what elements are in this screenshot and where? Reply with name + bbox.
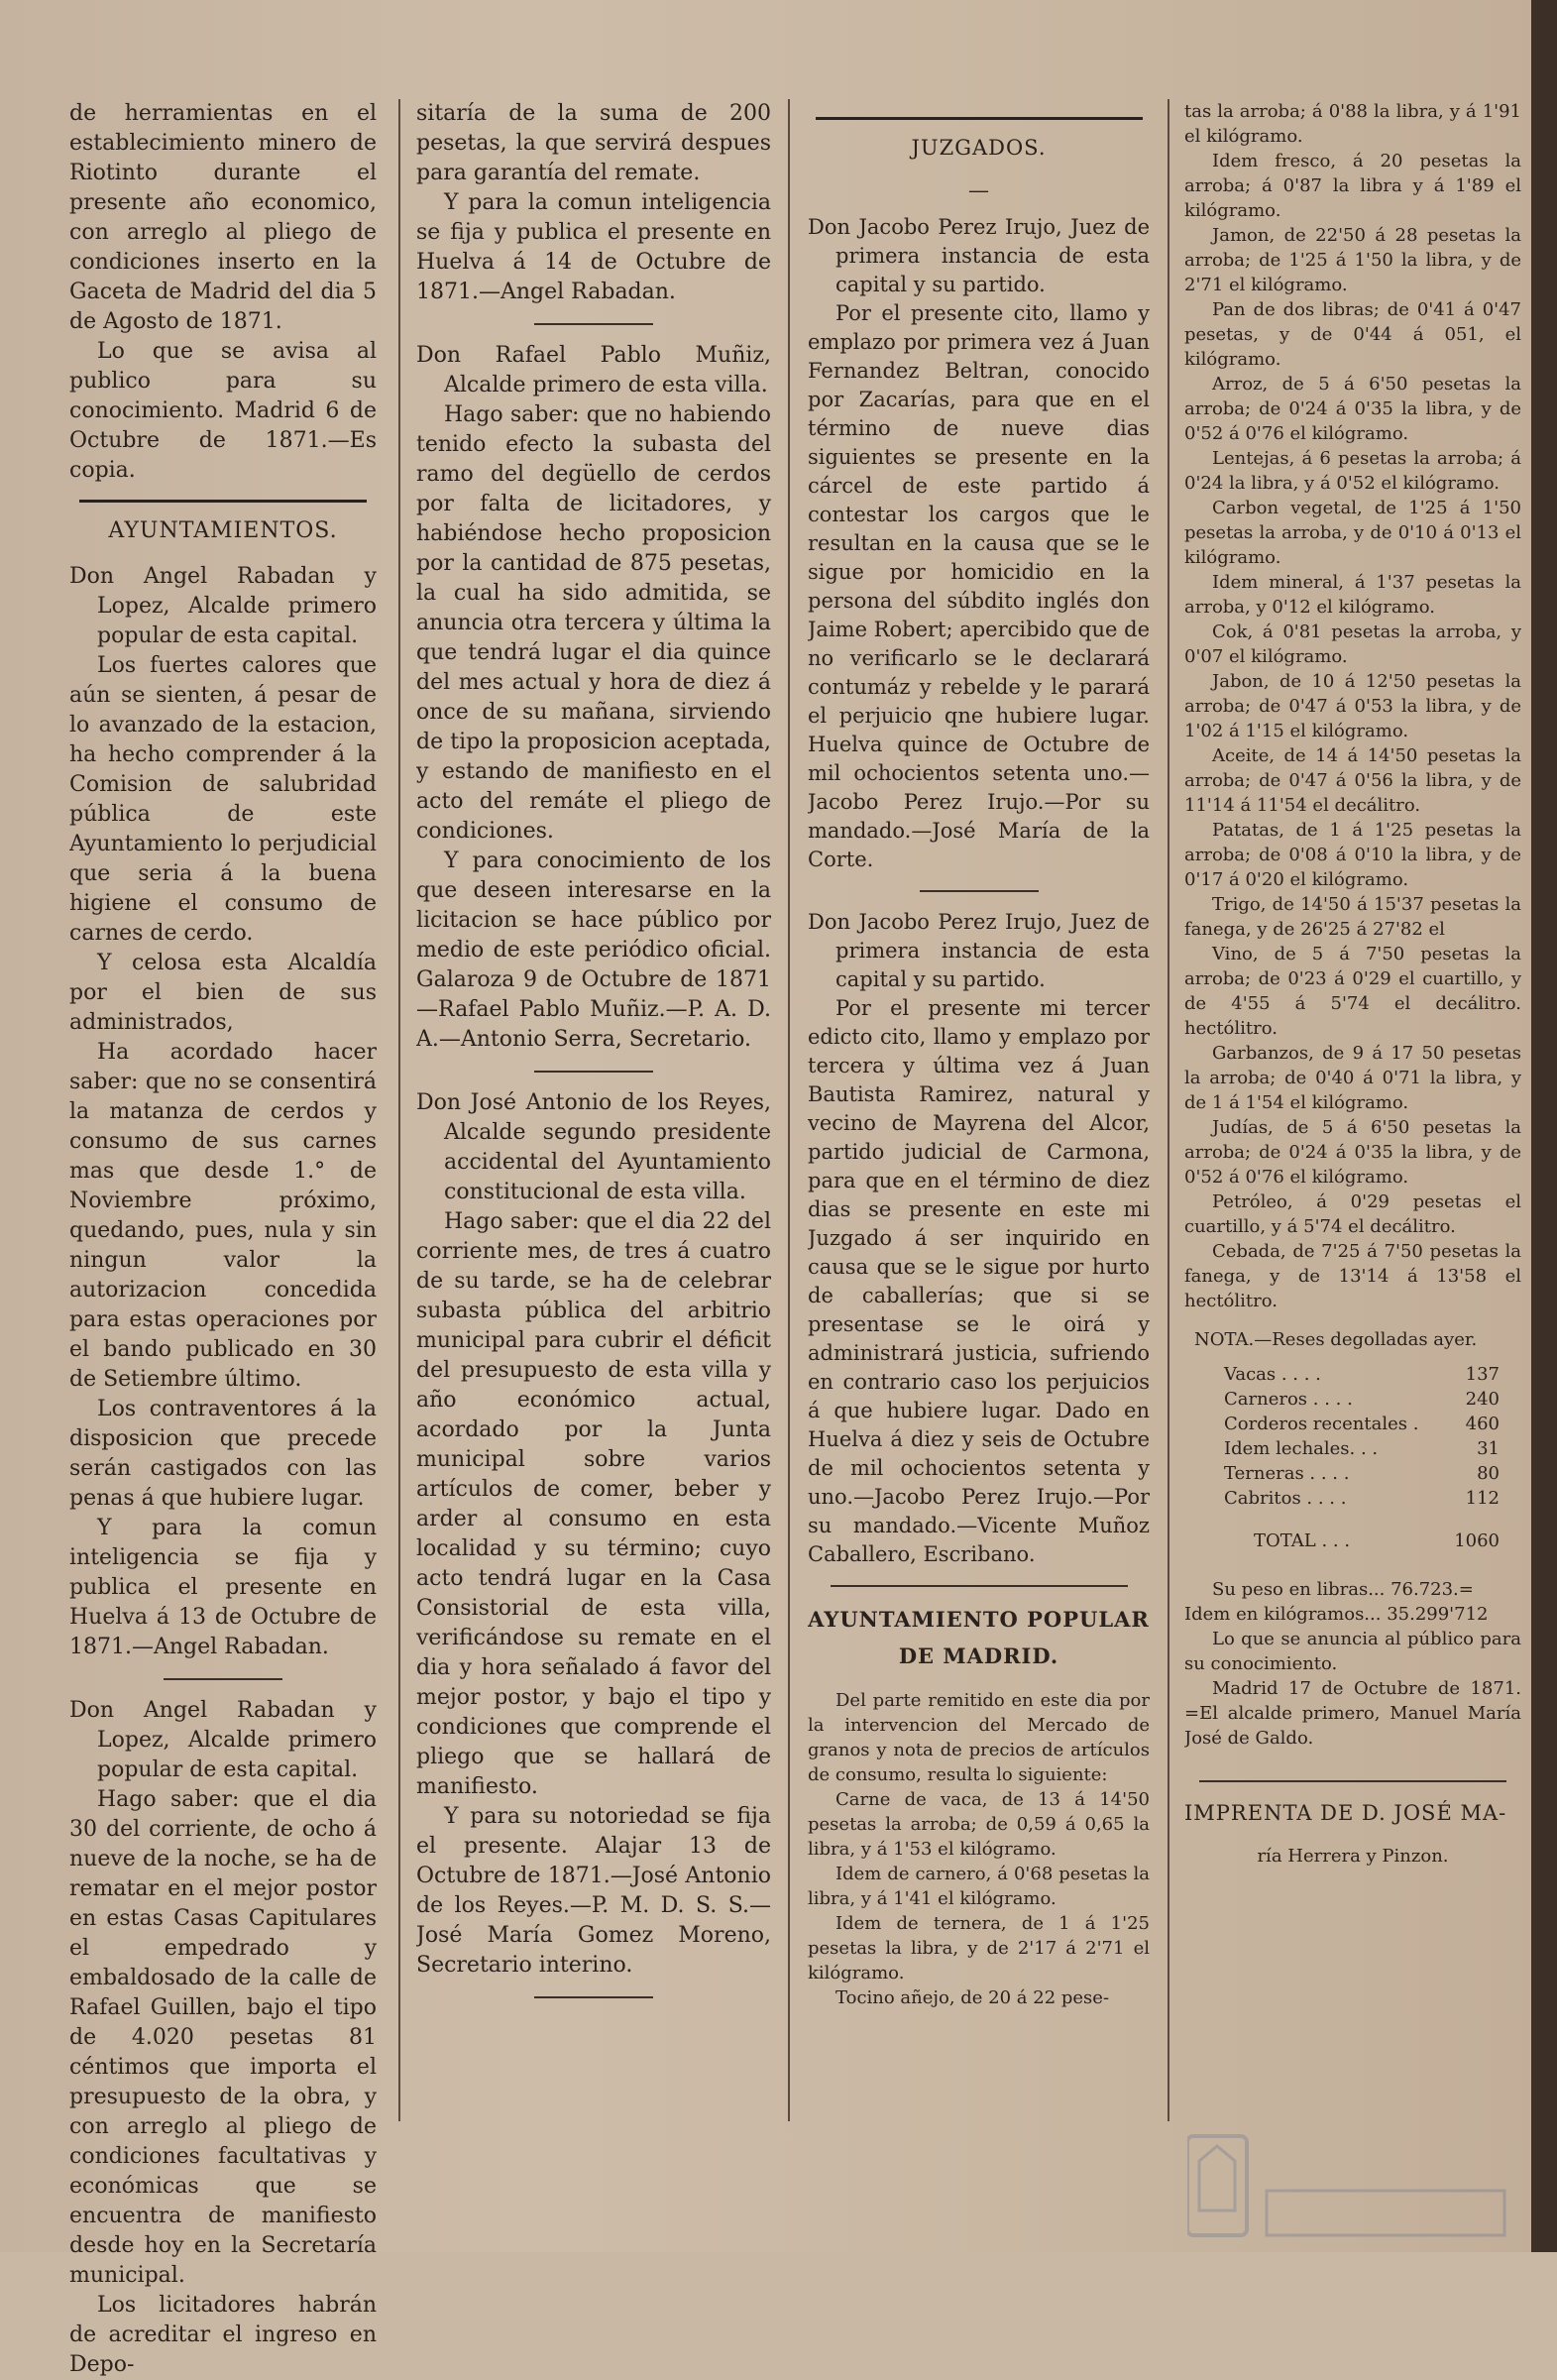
row-label: Carneros . . . . [1224, 1389, 1353, 1410]
edict-title: Don Angel Rabadan y Lopez, Alcalde primero popular de esta capital. [69, 1698, 377, 1782]
column-2 [416, 99, 771, 2014]
edict-title: Don Jacobo Perez Irujo, Juez de primera instancia de esta capital y su partido. [808, 910, 1150, 991]
separator [920, 890, 1039, 892]
paragraph: Por el presente cito, llamo y emplazo por primera vez á Juan Fernandez Beltran, conocido por Zacarías, para que en el término de nueve dias siguientes se presente en la cárcel de este partido á contestar los cargos que le resultan en la causa que se le sigue por homicidio en la persona del súbdito inglés don Jaime Robert; apercibido que de no verificarlo se le declarará contumáz y rebelde y le parará el perjuicio qne hubiere lugar. Huelva quince de Octubre de mil ochocientos setenta uno.—Jacobo Perez Irujo.—Por su mandado.—José María de la Corte. [808, 301, 1150, 871]
section-subheading: DE MADRID. [898, 1643, 1059, 1668]
paragraph: Los licitadores habrán de acreditar el ingreso en Depo- [69, 2293, 377, 2377]
paragraph: Idem en kilógramos... 35.299'712 [1184, 1604, 1489, 1625]
price-item: Carbon vegetal, de 1'25 á 1'50 pesetas la arroba, y de 0'10 á 0'13 el kilógramo. [1184, 498, 1521, 568]
continued-text: sitaría de la suma de 200 pesetas, la que servirá despues para garantía del remate. [416, 101, 771, 185]
column-3 [808, 99, 1150, 2010]
paragraph: Lo que se avisa al publico para su conocimiento. Madrid 6 de Octubre de 1871.—Es copia. [69, 339, 377, 483]
page-edge [1531, 0, 1557, 2252]
paragraph: Hago saber: que el dia 22 del corriente mes, de tres á cuatro de su tarde, se ha de celebrar subasta pública del arbitrio municipal para cubrir el déficit del presupuesto de esta villa y año económico actual, acordado por la Junta municipal sobre varios artículos de comer, beber y arder al consumo en esta localidad y su término; cuyo acto tendrá lugar en la Casa Consistorial de esta villa, verificándose su remate en el dia y hora señalado á favor del mejor postor, y bajo el tipo y condiciones que comprende el pliego que se hallará de manifiesto. [416, 1209, 771, 1799]
price-item: Jabon, de 10 á 12'50 pesetas la arroba; de 0'47 á 0'53 la libra, y de 1'02 á 1'15 el kilógramo. [1184, 671, 1521, 741]
paragraph: Y para conocimiento de los que deseen interesarse en la licitacion se hace público por medio de este periódico oficial. Galaroza 9 de Octubre de 1871 —Rafael Pablo Muñiz.—P. A. D. A.—Antonio Serra, Secretario. [416, 849, 771, 1052]
paragraph: Los fuertes calores que aún se sienten, á pesar de lo avanzado de la estacion, ha hecho comprender á la Comision de salubridad pública de este Ayuntamiento lo perjudicial que seria á la buena higiene el consumo de carnes de cerdo. [69, 653, 377, 946]
column-rule [398, 99, 400, 2121]
table-row [1184, 1486, 1521, 1511]
separator [1199, 1780, 1506, 1782]
section-rule [79, 500, 367, 503]
section-heading: JUZGADOS. [911, 136, 1047, 160]
price-item: Jamon, de 22'50 á 28 pesetas la arroba; de 1'25 á 1'50 la libra, y de 2'71 el kilógramo. [1184, 225, 1521, 295]
row-label: Cabritos . . . . [1224, 1488, 1347, 1509]
row-label: Corderos recentales . [1224, 1414, 1419, 1434]
huelva-watermark-seal [1187, 2131, 1514, 2240]
table-row [1184, 1436, 1521, 1461]
edict-title: Don Angel Rabadan y Lopez, Alcalde primero popular de esta capital. [69, 564, 377, 648]
paragraph: Hago saber: que el dia 30 del corriente, de ocho á nueve de la noche, se ha de rematar en el mejor postor en estas Casas Capitulares el empedrado y embaldosado de la calle de Rafael Guillen, bajo el tipo de 4.020 pesetas 81 céntimos que importa el presupuesto de la obra, y con arreglo al pliego de condiciones facultativas y económicas que se encuentra de manifiesto desde hoy en la Secretaría municipal. [69, 1787, 377, 2288]
price-item: Carne de vaca, de 13 á 14'50 pesetas la arroba; de 0,59 á 0,65 la libra, y á 1'53 el kilógramo. [808, 1789, 1150, 1860]
price-item: Judías, de 5 á 6'50 pesetas la arroba; de 0'24 á 0'35 la libra, y de 0'52 á 0'76 el kilógramo. [1184, 1117, 1521, 1188]
price-item: Cok, á 0'81 pesetas la arroba, y 0'07 el kilógramo. [1184, 622, 1521, 667]
total-value: 1060 [1454, 1530, 1500, 1551]
total-label: TOTAL . . . [1254, 1530, 1351, 1551]
paragraph: Madrid 17 de Octubre de 1871. =El alcalde primero, Manuel María José de Galdo. [1184, 1678, 1521, 1749]
continued-text: de herramientas en el establecimiento minero de Riotinto durante el presente año economico, con arreglo al pliego de condiciones inserto en la Gaceta de Madrid del dia 5 de Agosto de 1871. [69, 101, 377, 334]
imprint: IMPRENTA DE D. JOSÉ MA- [1184, 1801, 1507, 1825]
imprint: ría Herrera y Pinzon. [1257, 1846, 1449, 1867]
edict-title: Don Jacobo Perez Irujo, Juez de primera instancia de esta capital y su partido. [808, 215, 1150, 296]
reses-table [1184, 1362, 1521, 1553]
separator [831, 1585, 1128, 1587]
table-row [1184, 1362, 1521, 1387]
section-heading: AYUNTAMIENTO POPULAR [808, 1607, 1150, 1632]
table-row [1184, 1461, 1521, 1486]
paragraph: Hago saber: que no habiendo tenido efecto la subasta del ramo del degüello de cerdos por falta de licitadores, y habiéndose hecho proposicion por la cantidad de 875 pesetas, la cual ha sido admitida, se anuncia otra tercera y última la que tendrá lugar el dia quince del mes actual y hora de diez á once de su mañana, sirviendo de tipo la proposicion aceptada, y estando de manifiesto en el acto del remáte el pliego de condiciones. [416, 402, 771, 844]
section-heading: AYUNTAMIENTOS. [108, 518, 338, 543]
table-row [1184, 1387, 1521, 1412]
row-label: Terneras . . . . [1224, 1463, 1350, 1484]
price-item: Idem de ternera, de 1 á 1'25 pesetas la libra, y de 2'17 á 2'71 el kilógramo. [808, 1913, 1150, 1983]
paragraph: Ha acordado hacer saber: que no se consentirá la matanza de cerdos y consumo de sus carnes mas que desde 1.° de Noviembre próximo, quedando, pues, nula y sin ningun valor la autorizacion concedida para estas operaciones por el bando publicado en 30 de Setiembre último. [69, 1040, 377, 1392]
paragraph: Su peso en libras... 76.723.= [1212, 1579, 1474, 1600]
separator [534, 1996, 653, 1998]
price-item: Pan de dos libras; de 0'41 á 0'47 pesetas, y de 0'44 á 051, el kilógramo. [1184, 299, 1521, 370]
price-item: Aceite, de 14 á 14'50 pesetas la arroba; de 0'47 á 0'56 la libra, y de 11'14 á 11'54 el decálitro. [1184, 745, 1521, 816]
paragraph: Del parte remitido en este dia por la intervencion del Mercado de granos y nota de precios de artículos de consumo, resulta lo siguiente: [808, 1690, 1150, 1785]
separator [534, 323, 653, 325]
row-value: 137 [1465, 1364, 1500, 1385]
paragraph: Y para la comun inteligencia se fija y publica el presente en Huelva á 14 de Octubre de 1871.—Angel Rabadan. [416, 190, 771, 304]
paragraph: Los contraventores á la disposicion que precede serán castigados con las penas á que hubiere lugar. [69, 1397, 377, 1511]
column-rule [1168, 99, 1169, 2121]
section-rule [816, 117, 1143, 120]
price-item: tas la arroba; á 0'88 la libra, y á 1'91 el kilógramo. [1184, 101, 1521, 147]
price-item: Lentejas, á 6 pesetas la arroba; á 0'24 la libra, y á 0'52 el kilógramo. [1184, 448, 1521, 494]
separator [164, 1678, 282, 1680]
row-value: 460 [1465, 1414, 1500, 1434]
price-item: Cebada, de 7'25 á 7'50 pesetas la fanega, y de 13'14 á 13'58 el hectólitro. [1184, 1241, 1521, 1311]
row-label: Vacas . . . . [1224, 1364, 1321, 1385]
edict-title: Don Rafael Pablo Muñiz, Alcalde primero de esta villa. [416, 343, 771, 397]
paragraph: Y celosa esta Alcaldía por el bien de sus administrados, [69, 951, 377, 1035]
separator [534, 1071, 653, 1073]
edict-title: Don José Antonio de los Reyes, Alcalde segundo presidente accidental del Ayuntamiento constitucional de esta villa. [416, 1090, 771, 1204]
column-rule [788, 99, 790, 2121]
price-item: Idem fresco, á 20 pesetas la arroba; á 0'87 la libra y á 1'89 el kilógramo. [1184, 151, 1521, 221]
price-item: Trigo, de 14'50 á 15'37 pesetas la fanega, y de 26'25 á 27'82 el [1184, 894, 1521, 940]
table-row [1184, 1412, 1521, 1436]
price-item: Patatas, de 1 á 1'25 pesetas la arroba; de 0'08 á 0'10 la libra, y de 0'17 á 0'20 el kilógramo. [1184, 820, 1521, 890]
nota-heading: NOTA.—Reses degolladas ayer. [1194, 1329, 1478, 1350]
row-value: 112 [1465, 1488, 1500, 1509]
dash: — [968, 178, 989, 202]
price-item: Idem mineral, á 1'37 pesetas la arroba, y 0'12 el kilógramo. [1184, 572, 1521, 618]
paragraph: Y para su notoriedad se fija el presente. Alajar 13 de Octubre de 1871.—José Antonio de los Reyes.—P. M. D. S. S.—José María Gomez Moreno, Secretario interino. [416, 1804, 771, 1978]
price-item: Petróleo, á 0'29 pesetas el cuartillo, y á 5'74 el decálitro. [1184, 1191, 1521, 1237]
row-value: 240 [1465, 1389, 1500, 1410]
total-row [1184, 1529, 1521, 1553]
price-item: Idem de carnero, á 0'68 pesetas la libra, y á 1'41 el kilógramo. [808, 1864, 1150, 1909]
price-item: Garbanzos, de 9 á 17 50 pesetas la arroba; de 0'40 á 0'71 la libra, y de 1 á 1'54 el kilógramo. [1184, 1043, 1521, 1113]
column-1 [69, 99, 377, 2380]
row-label: Idem lechales. . . [1224, 1438, 1379, 1459]
column-4 [1184, 99, 1521, 1867]
price-item: Tocino añejo, de 20 á 22 pese- [835, 1987, 1110, 2008]
row-value: 80 [1477, 1463, 1500, 1484]
paragraph: Lo que se anuncia al público para su conocimiento. [1184, 1629, 1521, 1674]
paragraph: Por el presente mi tercer edicto cito, llamo y emplazo por tercera y última vez á Juan Bautista Ramirez, natural y vecino de Mayrena del Alcor, partido judicial de Carmona, para que en el término de diez dias se presente en este mi Juzgado á ser inquirido en causa que se le sigue por hurto de caballerías; que si se presentase se le oirá y administrará justicia, sufriendo en contrario caso los perjuicios á que hubiere lugar. Dado en Huelva á diez y seis de Octubre de mil ochocientos setenta y uno.—Jacobo Perez Irujo.—Por su mandado.—Vicente Muñoz Caballero, Escribano. [808, 996, 1150, 1566]
paragraph: Y para la comun inteligencia se fija y publica el presente en Huelva á 13 de Octubre de 1871.—Angel Rabadan. [69, 1516, 377, 1659]
price-item: Vino, de 5 á 7'50 pesetas la arroba; de 0'23 á 0'29 el cuartillo, y de 4'55 á 5'74 el decálitro. hectólitro. [1184, 944, 1521, 1039]
row-value: 31 [1477, 1438, 1500, 1459]
price-item: Arroz, de 5 á 6'50 pesetas la arroba; de 0'24 á 0'35 la libra, y de 0'52 á 0'76 el kilógramo. [1184, 374, 1521, 444]
